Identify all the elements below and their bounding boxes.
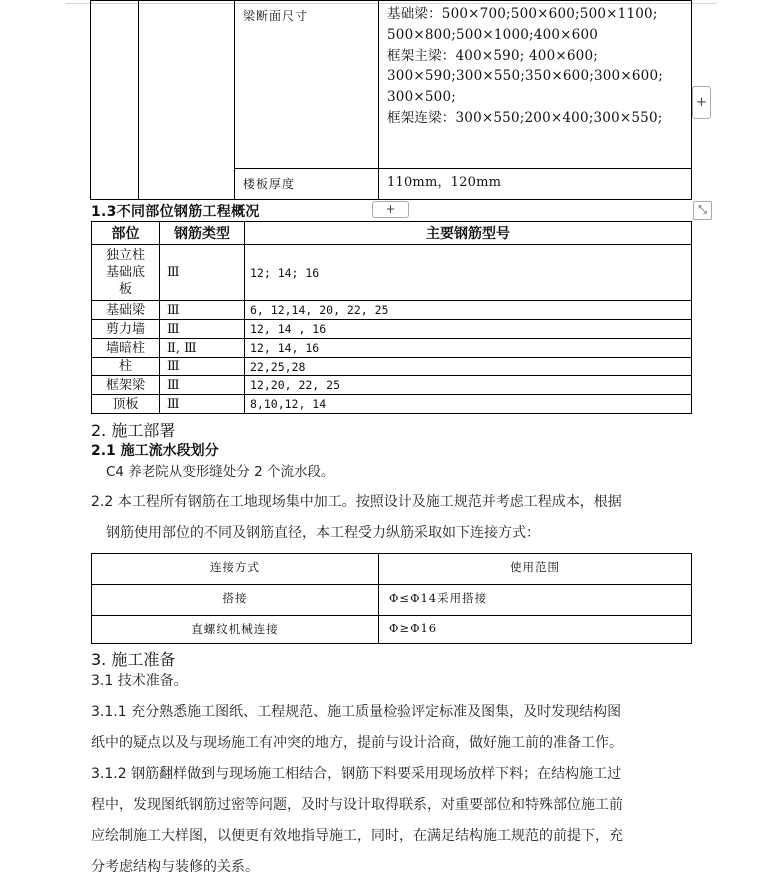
models-cell: 12, 14, 16 (245, 339, 692, 358)
models-cell: 22,25,28 (245, 358, 692, 376)
paragraph-line: 3.1.1 充分熟悉施工图纸、工程规范、施工质量检验评定标准及图集，及时发现结构图 (91, 704, 622, 720)
beam-size-line: 框架连梁：300×550;200×400;300×550; (387, 109, 663, 126)
section-2-2-line: 2.2 本工程所有钢筋在工地现场集中加工。按照设计及施工规范并考虑工程成本，根据 (91, 494, 622, 510)
type-cell: Ⅲ (160, 245, 245, 301)
part-cell: 独立柱基础底板 (92, 245, 160, 301)
paragraph-line: 3.1.2 钢筋翻样做到与现场施工相结合，钢筋下料要采用现场放样下料；在结构施工过 (91, 766, 622, 782)
header-type: 钢筋类型 (160, 222, 245, 245)
beam-size-line: 500×800;500×1000;400×600 (387, 26, 599, 43)
table-row (92, 616, 692, 644)
slab-thickness-value: 110mm，120mm (379, 169, 692, 200)
beam-size-value (379, 1, 692, 169)
type-cell: Ⅲ (160, 376, 245, 395)
part-cell: 剪力墙 (92, 320, 160, 339)
type-cell: Ⅱ, Ⅲ (160, 339, 245, 358)
paragraph-line: 应绘制施工大样图，以便更有效地指导施工，同时，在满足结构施工规范的前提下，充 (91, 828, 623, 844)
table-row (92, 376, 692, 395)
type-cell: Ⅲ (160, 301, 245, 320)
connection-table (91, 553, 692, 644)
part-cell: 顶板 (92, 395, 160, 414)
section-2-title: 2. 施工部署 (91, 421, 176, 440)
paragraph-line: 程中，发现图纸钢筋过密等问题，及时与设计取得联系，对重要部位和特殊部位施工前 (91, 797, 623, 813)
models-cell: 12; 14; 16 (245, 245, 692, 301)
table-row (92, 339, 692, 358)
table-cell (91, 1, 139, 200)
type-cell: Ⅲ (160, 358, 245, 376)
models-cell: 6, 12,14, 20, 22, 25 (245, 301, 692, 320)
table-row (92, 301, 692, 320)
table-row (92, 358, 692, 376)
paragraph-line: 分考虑结构与装修的关系。 (91, 859, 259, 875)
beam-size-line: 300×500; (387, 89, 456, 106)
rebar-table (91, 221, 692, 414)
beam-size-line: 框架主梁：400×590; 400×600; (387, 47, 598, 64)
type-cell: Ⅲ (160, 320, 245, 339)
beam-size-line: 基础梁：500×700;500×600;500×1100; (387, 6, 658, 22)
table-row (92, 585, 692, 616)
header-models: 主要钢筋型号 (245, 222, 692, 245)
header-connection-method: 连接方式 (92, 554, 379, 585)
section-2-1-title: 2.1 施工流水段划分 (91, 443, 219, 459)
table-resize-handle[interactable]: ⤡ (693, 201, 712, 220)
table-row (92, 245, 692, 301)
part-cell: 框架梁 (92, 376, 160, 395)
models-cell: 12,20, 22, 25 (245, 376, 692, 395)
method-cell: 搭接 (92, 585, 379, 616)
add-column-button[interactable]: + (692, 86, 711, 119)
beam-size-label: 梁断面尺寸 (235, 1, 379, 169)
section-2-2-line: 钢筋使用部位的不同及钢筋直径，本工程受力纵筋采取如下连接方式： (106, 525, 540, 541)
type-cell: Ⅲ (160, 395, 245, 414)
header-part: 部位 (92, 222, 160, 245)
section-2-1-text: C4 养老院从变形缝处分 2 个流水段。 (106, 464, 335, 480)
part-cell: 墙暗柱 (92, 339, 160, 358)
beam-size-line: 300×590;300×550;350×600;300×600; (387, 68, 663, 85)
range-cell: Φ≤Φ14采用搭接 (379, 585, 692, 616)
part-cell: 基础梁 (92, 301, 160, 320)
table-cell (139, 1, 235, 200)
add-row-button[interactable]: + (372, 201, 409, 218)
section-1-3-title: 1.3不同部位钢筋工程概况 (91, 204, 260, 220)
slab-thickness-label: 楼板厚度 (235, 169, 379, 200)
part-cell: 柱 (92, 358, 160, 376)
models-cell: 12, 14 , 16 (245, 320, 692, 339)
header-usage-range: 使用范围 (379, 554, 692, 585)
paragraph-line: 纸中的疑点以及与现场施工有冲突的地方，提前与设计洽商，做好施工前的准备工作。 (91, 735, 623, 751)
section-3-title: 3. 施工准备 (91, 650, 176, 669)
table-row (92, 320, 692, 339)
models-cell: 8,10,12, 14 (245, 395, 692, 414)
section-3-1-text: 3.1 技术准备。 (91, 673, 188, 689)
range-cell: Φ≥Φ16 (379, 616, 692, 644)
method-cell: 直螺纹机械连接 (92, 616, 379, 644)
structure-table (90, 0, 692, 200)
table-row (92, 395, 692, 414)
